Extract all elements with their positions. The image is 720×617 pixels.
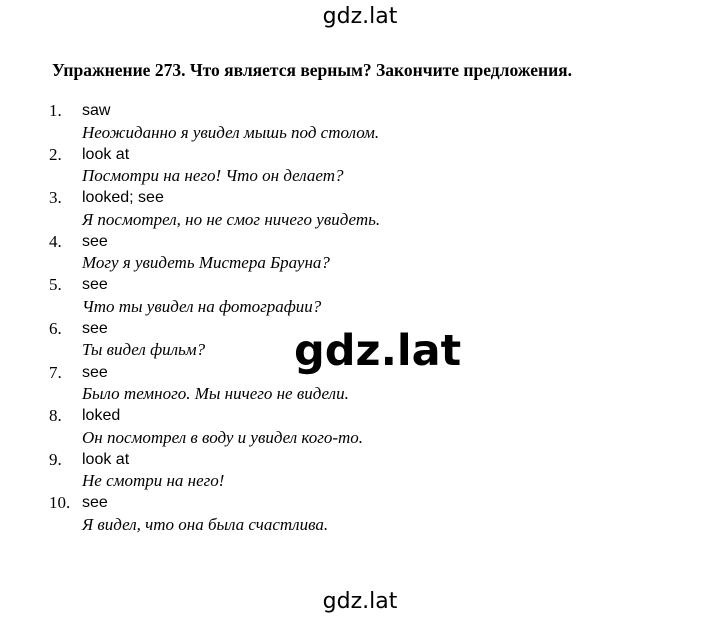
answer-item: [49, 100, 709, 144]
answer-translation: Я посмотрел, но не смог ничего увидеть.: [82, 209, 381, 229]
answer-word: look at: [82, 145, 130, 163]
answer-number: 10.: [49, 493, 71, 513]
answer-word: see: [82, 232, 108, 250]
answer-number: 3.: [49, 188, 62, 208]
answer-translation: Могу я увидеть Мистера Брауна?: [82, 253, 330, 273]
answer-item: [49, 405, 709, 449]
answer-translation: Неожиданно я увидел мышь под столом.: [82, 122, 380, 142]
answer-number: 1.: [49, 101, 62, 120]
answer-word: see: [82, 319, 108, 337]
answer-translation: Не смотри на него!: [82, 471, 225, 491]
answer-item: [49, 274, 709, 318]
answer-translation: Я видел, что она была счастлива.: [82, 514, 329, 534]
answer-number: 9.: [49, 449, 62, 469]
answer-translation: Что ты увидел на фотографии?: [82, 296, 322, 316]
answer-number: 7.: [49, 362, 62, 382]
answer-word: look at: [82, 450, 130, 468]
answer-translation: Ты видел фильм?: [82, 340, 206, 360]
answer-number: 2.: [49, 144, 62, 164]
answer-word: looked; see: [82, 189, 164, 207]
answer-word: see: [82, 276, 108, 294]
answer-translation: Посмотри на него! Что он делает?: [82, 166, 344, 186]
watermark-center: gdz.lat: [294, 326, 462, 376]
answer-item: [49, 492, 709, 536]
answer-item: [49, 187, 709, 231]
answer-number: 5.: [49, 275, 62, 295]
watermark-top: gdz.lat: [322, 4, 398, 29]
answer-word: see: [82, 363, 108, 381]
answer-word: loked: [82, 407, 121, 425]
answer-word: see: [82, 494, 108, 512]
answer-number: 6.: [49, 318, 62, 338]
answer-list: [49, 100, 709, 536]
answer-item: [49, 144, 709, 188]
answer-number: 8.: [49, 406, 62, 426]
answer-word: saw: [82, 102, 111, 119]
answer-translation: Он посмотрел в воду и увидел кого-то.: [82, 427, 364, 447]
answer-translation: Было темного. Мы ничего не видели.: [82, 384, 349, 404]
watermark-bottom: gdz.lat: [322, 589, 398, 614]
answer-number: 4.: [49, 231, 62, 251]
answer-item: [49, 231, 709, 275]
answer-item: [49, 449, 709, 493]
exercise-title: Упражнение 273. Что является верным? Закончите предложения.: [52, 60, 572, 80]
